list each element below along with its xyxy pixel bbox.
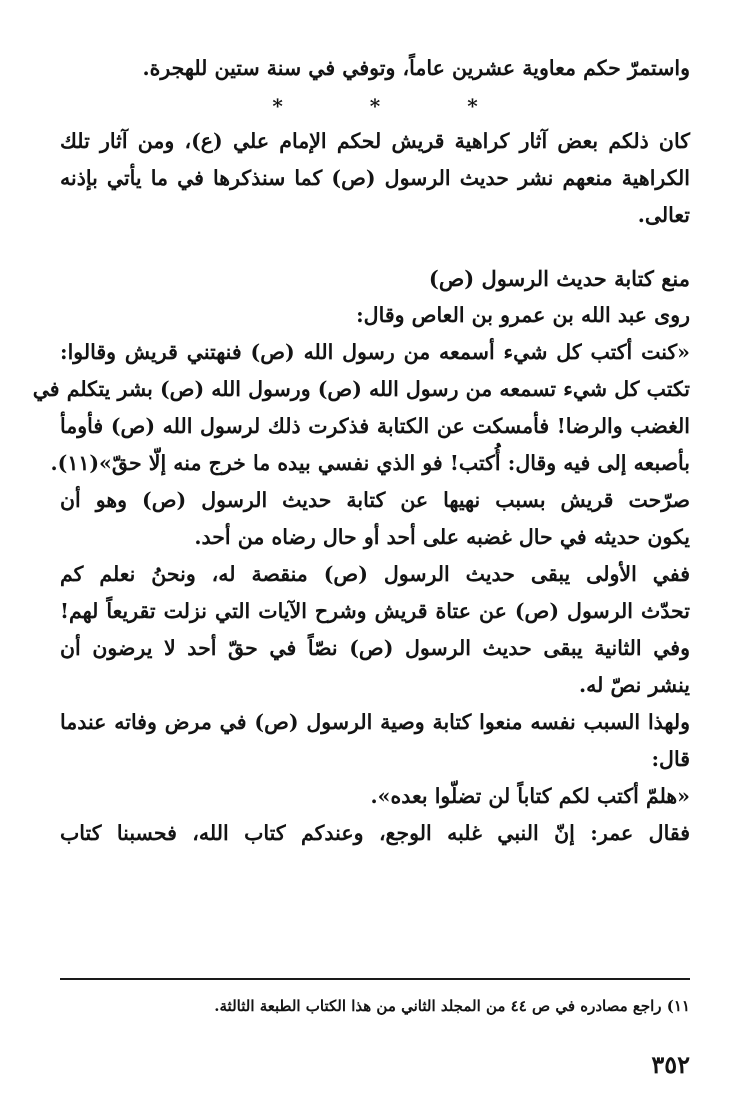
quote-line: بأصبعه إلى فيه وقال: أُكتب! فو الذي نفسي بيده ما خرج منه إلّا حقّ»(١١). (50, 451, 690, 475)
footnote-separator (60, 978, 690, 980)
text-line: تحدّث الرسول (ص) عن عتاة قريش وشرح الآيات التي نزلت تقريعاً لهم! (60, 599, 690, 623)
text-line: واستمرّ حكم معاوية عشرين عاماً، وتوفي في سنة ستين للهجرة. (142, 56, 690, 80)
book-page (32, 50, 690, 1090)
text-line: فقال عمر: إنّ النبي غلبه الوجع، وعندكم كتاب الله، فحسبنا كتاب (60, 821, 690, 845)
section-separator-stars (60, 89, 690, 123)
text-line: ولهذا السبب نفسه منعوا كتابة وصية الرسول (ص) في مرض وفاته عندما (60, 710, 690, 734)
quote-line: «هلمّ أكتب لكم كتاباً لن تضلّوا بعده». (370, 784, 690, 808)
text-line: يكون حديثه في حال غضبه على أحد أو حال رضاه من أحد. (194, 525, 690, 549)
star-mark: * (467, 94, 478, 118)
section-heading: منع كتابة حديث الرسول (ص) (428, 266, 690, 291)
page-number: ٣٥٢ (651, 1050, 690, 1079)
text-line: ينشر نصّ له. (579, 673, 690, 697)
star-mark: * (369, 94, 381, 118)
text-line: قال: (651, 747, 690, 771)
text-line: وفي الثانية يبقى حديث الرسول (ص) نصّاً في حقّ أحد لا يرضون أن (60, 636, 690, 660)
text-line: صرّحت قريش بسبب نهيها عن كتابة حديث الرسول (ص) وهو أن (60, 488, 690, 512)
quote-line: «كنت أكتب كل شيء أسمعه من رسول الله (ص) فنهتني قريش وقالوا: (60, 340, 690, 364)
text-line: ففي الأولى يبقى حديث الرسول (ص) منقصة له، ونحنُ نعلم كم (60, 562, 690, 586)
text-line: روى عبد الله بن عمرو بن العاص وقال: (356, 303, 690, 327)
text-line: كان ذلكم بعض آثار كراهية قريش لحكم الإمام علي (ع)، ومن آثار تلك (60, 129, 690, 153)
text-line: تعالى. (637, 203, 690, 227)
star-mark: * (272, 94, 283, 118)
quote-line: الغضب والرضا! فأمسكت عن الكتابة فذكرت ذلك لرسول الله (ص) فأومأ (60, 414, 690, 438)
text-line: الكراهية منعهم نشر حديث الرسول (ص) كما سنذكرها في ما يأتي بإذنه (60, 166, 690, 190)
quote-line: تكتب كل شيء تسمعه من رسول الله (ص) ورسول الله (ص) بشر يتكلم في (32, 377, 690, 401)
footnote: ١١) راجع مصادره في ص ٤٤ من المجلد الثاني من هذا الكتاب الطبعة الثالثة. (214, 997, 690, 1015)
paragraph-gap (60, 234, 690, 260)
